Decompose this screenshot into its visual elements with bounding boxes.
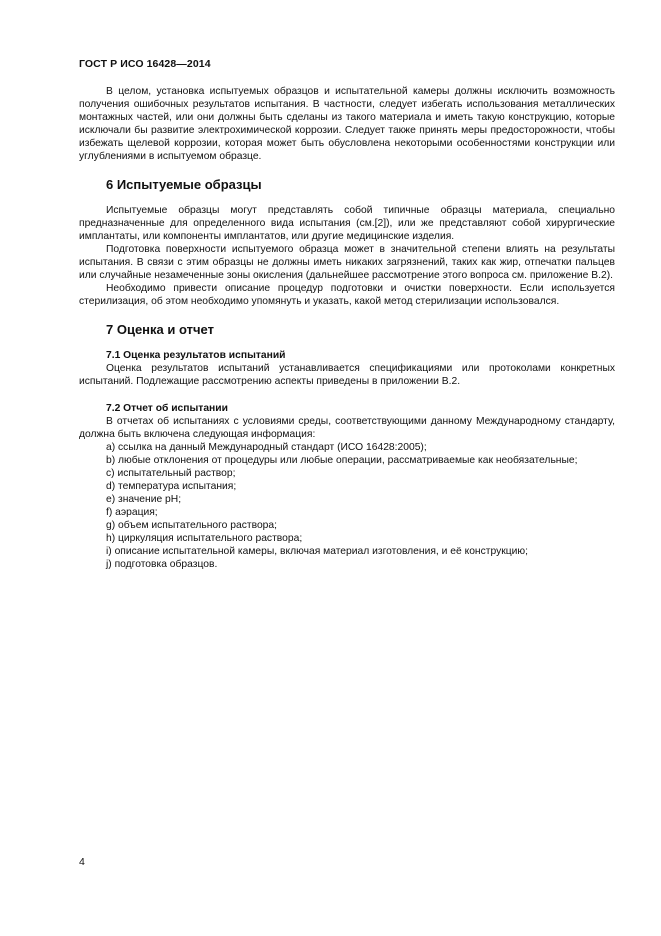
list-item-d: d) температура испытания; bbox=[106, 481, 237, 492]
list-item-i: i) описание испытательной камеры, включая материал изготовления, и её конструкцию; bbox=[106, 546, 528, 557]
list-item-f: f) аэрация; bbox=[106, 507, 158, 518]
list-item-h: h) циркуляция испытательного раствора; bbox=[106, 533, 303, 544]
section-7-heading: 7 Оценка и отчет bbox=[106, 322, 214, 337]
section-6-paragraph-2: Подготовка поверхности испытуемого образца может в значительной степени влиять на результаты испытания. В связи с этим образцы не должны иметь никаких загрязнений, таких как жир, отпечатки пальцев или случайные незамеченные зоны окисления (дальнейшее рассмотрение этого вопроса см. приложение В.2). bbox=[79, 244, 615, 281]
list-item-a: a) ссылка на данный Международный стандарт (ИСО 16428:2005); bbox=[106, 442, 427, 453]
page-number: 4 bbox=[79, 856, 85, 868]
list-item-b: b) любые отклонения от процедуры или любые операции, рассматриваемые как необязательные; bbox=[106, 455, 578, 466]
section-6-paragraph-1: Испытуемые образцы могут представлять собой типичные образцы материала, специально предназначенные для определенного вида испытания (см.[2]), или же представляют собой хирургические имплантаты, или компоненты имплантатов, или другие медицинские изделия. bbox=[79, 205, 615, 242]
subsection-7-2-heading: 7.2 Отчет об испытании bbox=[106, 403, 228, 414]
list-item-g: g) объем испытательного раствора; bbox=[106, 520, 277, 531]
intro-paragraph: В целом, установка испытуемых образцов и испытательной камеры должны исключить возможность получения ошибочных результатов испытания. В частности, следует избегать использования металлических монтажных частей, или они должны быть сделаны из такого материала и иметь такую конструкцию, которые исключали бы развитие электрохимической коррозии. Следует также принять меры предосторожности, чтобы избежать щелевой коррозии, которая может быть обусловлена некоторыми особенностями конструкции или углублениями в испытуемом образце. bbox=[79, 86, 615, 162]
list-item-j: j) подготовка образцов. bbox=[106, 559, 218, 570]
subsection-7-1-heading: 7.1 Оценка результатов испытаний bbox=[106, 350, 286, 361]
list-item-c: c) испытательный раствор; bbox=[106, 468, 236, 479]
subsection-7-1-text: Оценка результатов испытаний устанавливается спецификациями или протоколами конкретных испытаний. Подлежащие рассмотрению аспекты приведены в приложении В.2. bbox=[79, 363, 615, 387]
section-6-heading: 6 Испытуемые образцы bbox=[106, 177, 262, 192]
document-header: ГОСТ Р ИСО 16428—2014 bbox=[79, 58, 211, 70]
section-6-paragraph-3: Необходимо привести описание процедур подготовки и очистки поверхности. Если используется стерилизация, об этом необходимо упомянуть и указать, какой метод стерилизации использовался. bbox=[79, 283, 615, 307]
document-page bbox=[79, 58, 615, 571]
list-item-e: e) значение рН; bbox=[106, 494, 182, 505]
subsection-7-2-text: В отчетах об испытаниях с условиями среды, соответствующими данному Международному стандарту, должна быть включена следующая информация: bbox=[79, 416, 615, 440]
